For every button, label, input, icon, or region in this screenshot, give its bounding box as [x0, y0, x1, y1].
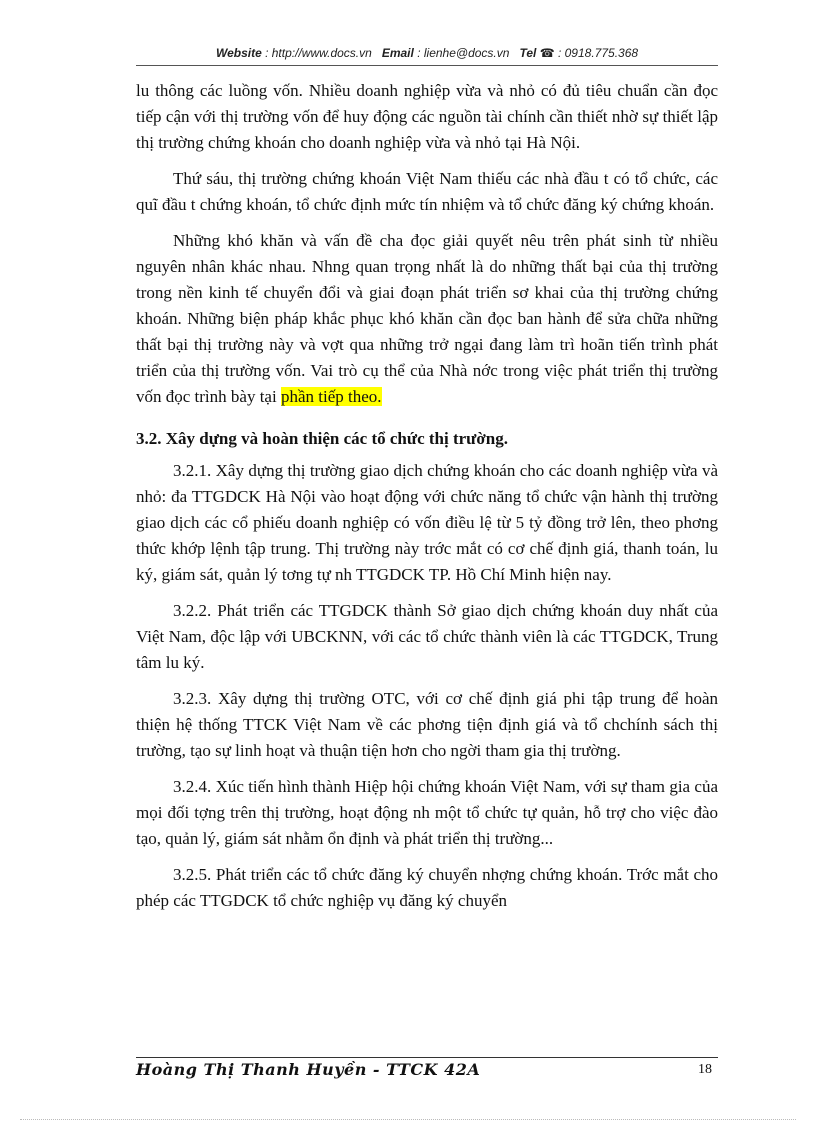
document-body — [136, 78, 718, 924]
website-label: Website — [215, 46, 262, 60]
subsection-3-2-1: 3.2.1. Xây dựng thị trường giao dịch chứng khoán cho các doanh nghiệp vừa và nhỏ: đa TTGDCK Hà Nội vào hoạt động với chức năng tổ chức vận hành thị trường giao dịch các cổ phiếu doanh nghiệp có vốn điều lệ từ 5 tỷ đồng trở lên, theo phơng thức khớp lệnh tập trung. Thị trường này trớc mắt có cơ chế định giá, thanh toán, lu ký, giám sát, quản lý tơng tự nh TTGDCK TP. Hồ Chí Minh hiện nay. — [136, 461, 718, 584]
paragraph-thu-sau: Thứ sáu, thị trường chứng khoán Việt Nam thiếu các nhà đầu t có tổ chức, các quĩ đầu t chứng khoán, tổ chức định mức tín nhiệm và tổ chức đăng ký chứng khoán. — [136, 169, 718, 214]
tel-value: ☎ : 0918.775.368 — [539, 46, 639, 60]
subsection-3-2-4: 3.2.4. Xúc tiến hình thành Hiệp hội chứng khoán Việt Nam, với sự tham gia của mọi đối tợng trên thị trường, hoạt động nh một tổ chức tự quản, hỗ trợ cho việc đào tạo, quản lý, giám sát nhằm ổn định và phát triển thị trường... — [136, 777, 718, 848]
subsection-3-2-2: 3.2.2. Phát triển các TTGDCK thành Sở giao dịch chứng khoán duy nhất của Việt Nam, độc lập với UBCKNN, với các tổ chức thành viên là các TTGDCK, Trung tâm lu ký. — [136, 601, 718, 672]
subsection-3-2-5: 3.2.5. Phát triển các tổ chức đăng ký chuyển nhợng chứng khoán. Trớc mắt cho phép các TTGDCK tổ chức nghiệp vụ đăng ký chuyển — [136, 865, 718, 910]
footer-author: Hoàng Thị Thanh Huyền - TTCK 42A — [136, 1060, 481, 1079]
email-label: Email — [381, 46, 414, 60]
section-heading: 3.2. Xây dựng và hoàn thiện các tổ chức thị trường. — [136, 429, 508, 448]
website-value: : http://www.docs.vn — [265, 46, 372, 60]
highlighted-text: phần tiếp theo. — [280, 387, 382, 406]
paragraph-kho-khan-text: Những khó khăn và vấn đề cha đọc giải quyết nêu trên phát sinh từ nhiều nguyên nhân khác nhau. Nhng quan trọng nhất là do những thất bại của thị trường trong nền kinh tế chuyển đổi và giai đoạn phát triển sơ khai của thị trường chứng khoán. Những biện pháp khắc phục khó khăn cần đọc ban hành để sửa chữa những thất bại thị trường này và vợt qua những trở ngại đang làm trì hoãn tiến trình phát triển của thị trường vốn. Vai trò cụ thể của Nhà nớc trong việc phát triển thị trường vốn đọc trình bày tại — [136, 231, 718, 406]
subsection-3-2-3: 3.2.3. Xây dựng thị trường OTC, với cơ chế định giá phi tập trung để hoàn thiện hệ thống TTCK Việt Nam về các phơng tiện định giá và tổ chchính sách thị trường, tạo sự linh hoạt và thuận tiện hơn cho ngời tham gia thị trường. — [136, 689, 718, 760]
page-number: 18 — [698, 1062, 712, 1077]
paragraph-kho-khan — [136, 228, 718, 410]
paragraph-continuation: lu thông các luồng vốn. Nhiều doanh nghiệp vừa và nhỏ có đủ tiêu chuẩn cần đọc tiếp cận với thị trường vốn để huy động các nguồn tài chính cần thiết nhờ sự thiết lập thị trường chứng khoán cho doanh nghiệp vừa và nhỏ tại Hà Nội. — [136, 81, 718, 152]
header-divider — [136, 65, 718, 66]
page-bottom-border — [20, 1119, 796, 1120]
footer-divider — [136, 1057, 718, 1058]
email-value: : lienhe@docs.vn — [417, 46, 510, 60]
page-header — [136, 46, 718, 60]
tel-label: Tel — [519, 46, 537, 60]
